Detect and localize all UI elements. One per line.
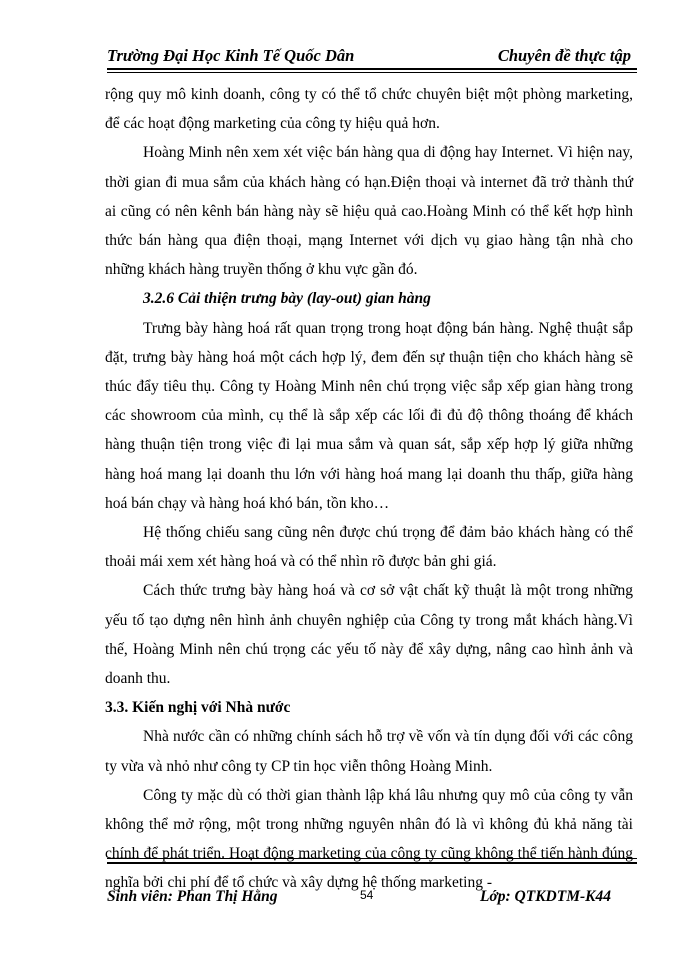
paragraph-lighting: Hệ thống chiếu sang cũng nên được chú trọng để đảm bảo khách hàng có thể thoải mái xem xét hàng hoá và có thể nhìn rõ được bản ghi giá.: [105, 524, 633, 571]
paragraph-mobile-internet-sales: Hoàng Minh nên xem xét việc bán hàng qua di động hay Internet. Vì hiện nay, thời gian đi mua sắm của khách hàng có hạn.Điện thoại và internet đã trở thành thứ ai cũng có nên kênh bán hàng này sẽ hiệu quả cao.Hoàng Minh có thể kết hợp hình thức bán hàng qua điện thoại, mạng Internet với dịch vụ giao hàng tận nhà cho những khách hàng truyền thống ở khu vực gần đó.: [105, 144, 633, 279]
header-rule: [107, 72, 637, 73]
footer-class-code: Lớp: QTKDTM-K44: [479, 888, 611, 905]
paragraph-company-finance: Công ty mặc dù có thời gian thành lập khá lâu nhưng quy mô của công ty vẫn không thể mở rộng, một trong những nguyên nhân đó là vì không đủ khả năng tài chính để phát triển. Hoạt động marketing của công ty cũng không thể tiến hành đúng nghĩa bởi chi phí để tổ chức và xây dựng hệ thống marketing -: [105, 786, 633, 892]
page-number: 54: [360, 888, 374, 902]
paragraph-professional-image: Cách thức trưng bày hàng hoá và cơ sở vật chất kỹ thuật là một trong những yếu tố tạo dựng nên hình ảnh chuyên nghiệp của Công ty trong mắt khách hàng.Vì thế, Hoàng Minh nên chú trọng các yếu tố này để xây dựng, nâng cao hình ảnh và doanh thu.: [105, 582, 633, 688]
paragraph-state-support: Nhà nước cần có những chính sách hỗ trợ về vốn và tín dụng đối với các công ty vừa và nhỏ như công ty CP tin học viễn thông Hoàng Minh.: [105, 728, 633, 775]
header-document-type: Chuyên đề thực tập: [497, 46, 631, 65]
page-header: [107, 44, 637, 70]
header-school-name: Trường Đại Học Kinh Tế Quốc Dân: [107, 46, 355, 65]
paragraph-merchandising: Trưng bày hàng hoá rất quan trọng trong hoạt động bán hàng. Nghệ thuật sắp đặt, trưng bày hàng hoá một cách hợp lý, đem đến sự thuận tiện cho khách hàng sẽ thúc đẩy tiêu thụ. Công ty Hoàng Minh nên chú trọng việc sắp xếp gian hàng trong các showroom của mình, cụ thể là sắp xếp các lối đi đủ độ thông thoáng để khách hàng thuận tiện trong việc đi lại mua sắm và quan sát, sắp xếp hợp lý giữa những hàng hoá mang lại doanh thu lớn với hàng hoá mang lại doanh thu thấp, giữa hàng hoá bán chạy và hàng hoá khó bán, tồn kho…: [105, 319, 633, 512]
footer-rule-thin: [107, 858, 637, 859]
footer-student-name: Sinh viên: Phan Thị Hằng: [107, 888, 278, 905]
section-heading-3-3: 3.3. Kiến nghị với Nhà nước: [105, 699, 291, 717]
document-body: [105, 80, 633, 898]
footer-rule: [107, 862, 637, 864]
section-heading-3-2-6: 3.2.6 Cải thiện trưng bày (lay-out) gian hàng: [143, 290, 431, 308]
paragraph-continued: rộng quy mô kinh doanh, công ty có thể tổ chức chuyên biệt một phòng marketing, để các hoạt động marketing của công ty hiệu quả hơn.: [105, 86, 633, 133]
